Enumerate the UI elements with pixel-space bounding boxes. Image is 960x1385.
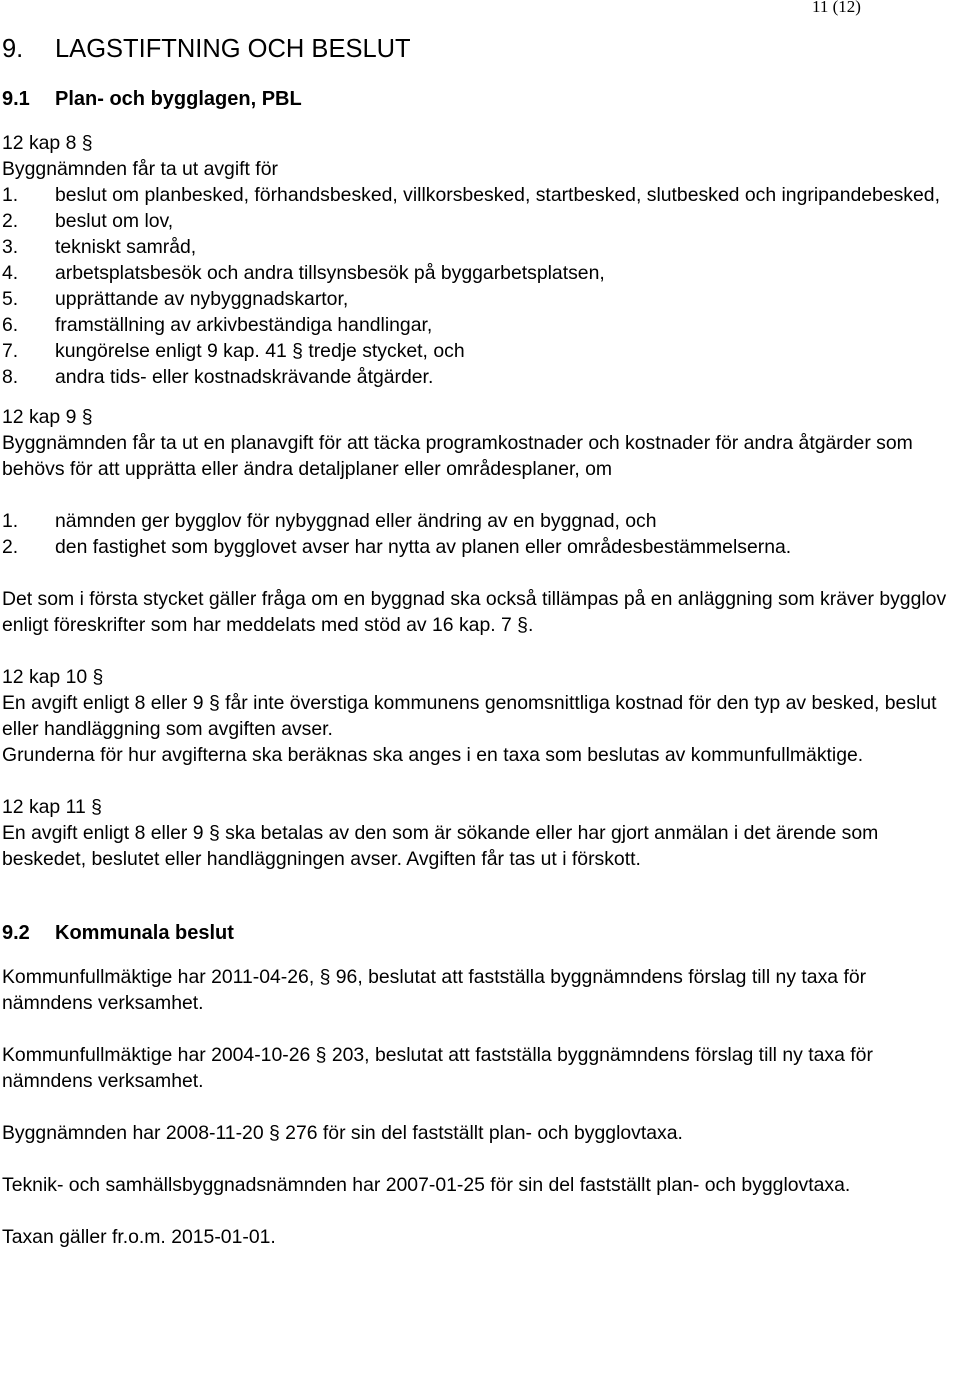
- page-number: 11 (12): [812, 0, 861, 16]
- section-9-2-title: Kommunala beslut: [55, 922, 234, 944]
- kap8-list: [2, 182, 960, 390]
- list-item: 7. kungörelse enligt 9 kap. 41 § tredje stycket, och: [2, 340, 465, 362]
- list-item: 2. den fastighet som bygglovet avser har nytta av planen eller områdesbestämmelserna.: [2, 536, 792, 558]
- section-9-number: 9.: [2, 35, 24, 63]
- kap11-reference: 12 kap 11 §: [2, 796, 102, 818]
- validity-statement: Taxan gäller fr.o.m. 2015-01-01.: [2, 1226, 276, 1248]
- section-9-1-title: Plan- och bygglagen, PBL: [55, 88, 302, 110]
- section-9-1-heading: [2, 86, 960, 112]
- decision-paragraph: Kommunfullmäktige har 2004-10-26 § 203, beslutat att fastställa byggnämndens förslag till ny taxa för nämndens verksamhet.: [2, 1044, 873, 1092]
- section-9-1-number: 9.1: [2, 88, 30, 110]
- list-item: 1. beslut om planbesked, förhandsbesked, villkorsbesked, startbesked, slutbesked och ingripandebesked,: [2, 184, 940, 206]
- kap8-reference: 12 kap 8 §: [2, 132, 93, 154]
- list-item: 5. upprättande av nybyggnadskartor,: [2, 288, 349, 310]
- section-9-title: LAGSTIFTNING OCH BESLUT: [55, 35, 411, 63]
- kap10-reference: 12 kap 10 §: [2, 666, 104, 688]
- list-item: 4. arbetsplatsbesök och andra tillsynsbesök på byggarbetsplatsen,: [2, 262, 605, 284]
- list-item: 6. framställning av arkivbeständiga handlingar,: [2, 314, 433, 336]
- section-9-2-heading: [2, 920, 960, 946]
- decision-paragraph: Byggnämnden har 2008-11-20 § 276 för sin del fastställt plan- och bygglovtaxa.: [2, 1122, 683, 1144]
- list-item: 1. nämnden ger bygglov för nybyggnad eller ändring av en byggnad, och: [2, 510, 657, 532]
- list-item: 2. beslut om lov,: [2, 210, 174, 232]
- kap9-second-paragraph: Det som i första stycket gäller fråga om en byggnad ska också tillämpas på en anläggning som kräver bygglov enligt föreskrifter som har meddelats med stöd av 16 kap. 7 §.: [2, 588, 947, 636]
- kap8-intro: Byggnämnden får ta ut avgift för: [2, 158, 278, 180]
- kap9-list: [2, 508, 960, 560]
- list-item: 8. andra tids- eller kostnadskrävande åtgärder.: [2, 366, 434, 388]
- document-content: [2, 32, 960, 1250]
- section-9-heading: [2, 32, 960, 66]
- kap10-second-paragraph: Grunderna för hur avgifterna ska beräknas ska anges i en taxa som beslutas av kommunfullmäktige.: [2, 744, 864, 766]
- decision-paragraph: Kommunfullmäktige har 2011-04-26, § 96, beslutat att fastställa byggnämndens förslag till ny taxa för nämndens verksamhet.: [2, 966, 867, 1014]
- kap9-text: Byggnämnden får ta ut en planavgift för att täcka programkostnader och kostnader för andra åtgärder som behövs för att upprätta eller ändra detaljplaner eller områdesplaner, om: [2, 432, 913, 480]
- kap9-reference: 12 kap 9 §: [2, 406, 93, 428]
- kap10-text: En avgift enligt 8 eller 9 § får inte överstiga kommunens genomsnittliga kostnad för den typ av besked, beslut eller handläggning som avgiften avser.: [2, 692, 937, 740]
- decision-paragraph: Teknik- och samhällsbyggnadsnämnden har 2007-01-25 för sin del fastställt plan- och bygglovtaxa.: [2, 1174, 851, 1196]
- list-item: 3. tekniskt samråd,: [2, 236, 197, 258]
- section-9-2-number: 9.2: [2, 922, 30, 944]
- kap11-text: En avgift enligt 8 eller 9 § ska betalas av den som är sökande eller har gjort anmälan i det ärende som beskedet, beslutet eller handläggningen avser. Avgiften får tas ut i förskott.: [2, 822, 879, 870]
